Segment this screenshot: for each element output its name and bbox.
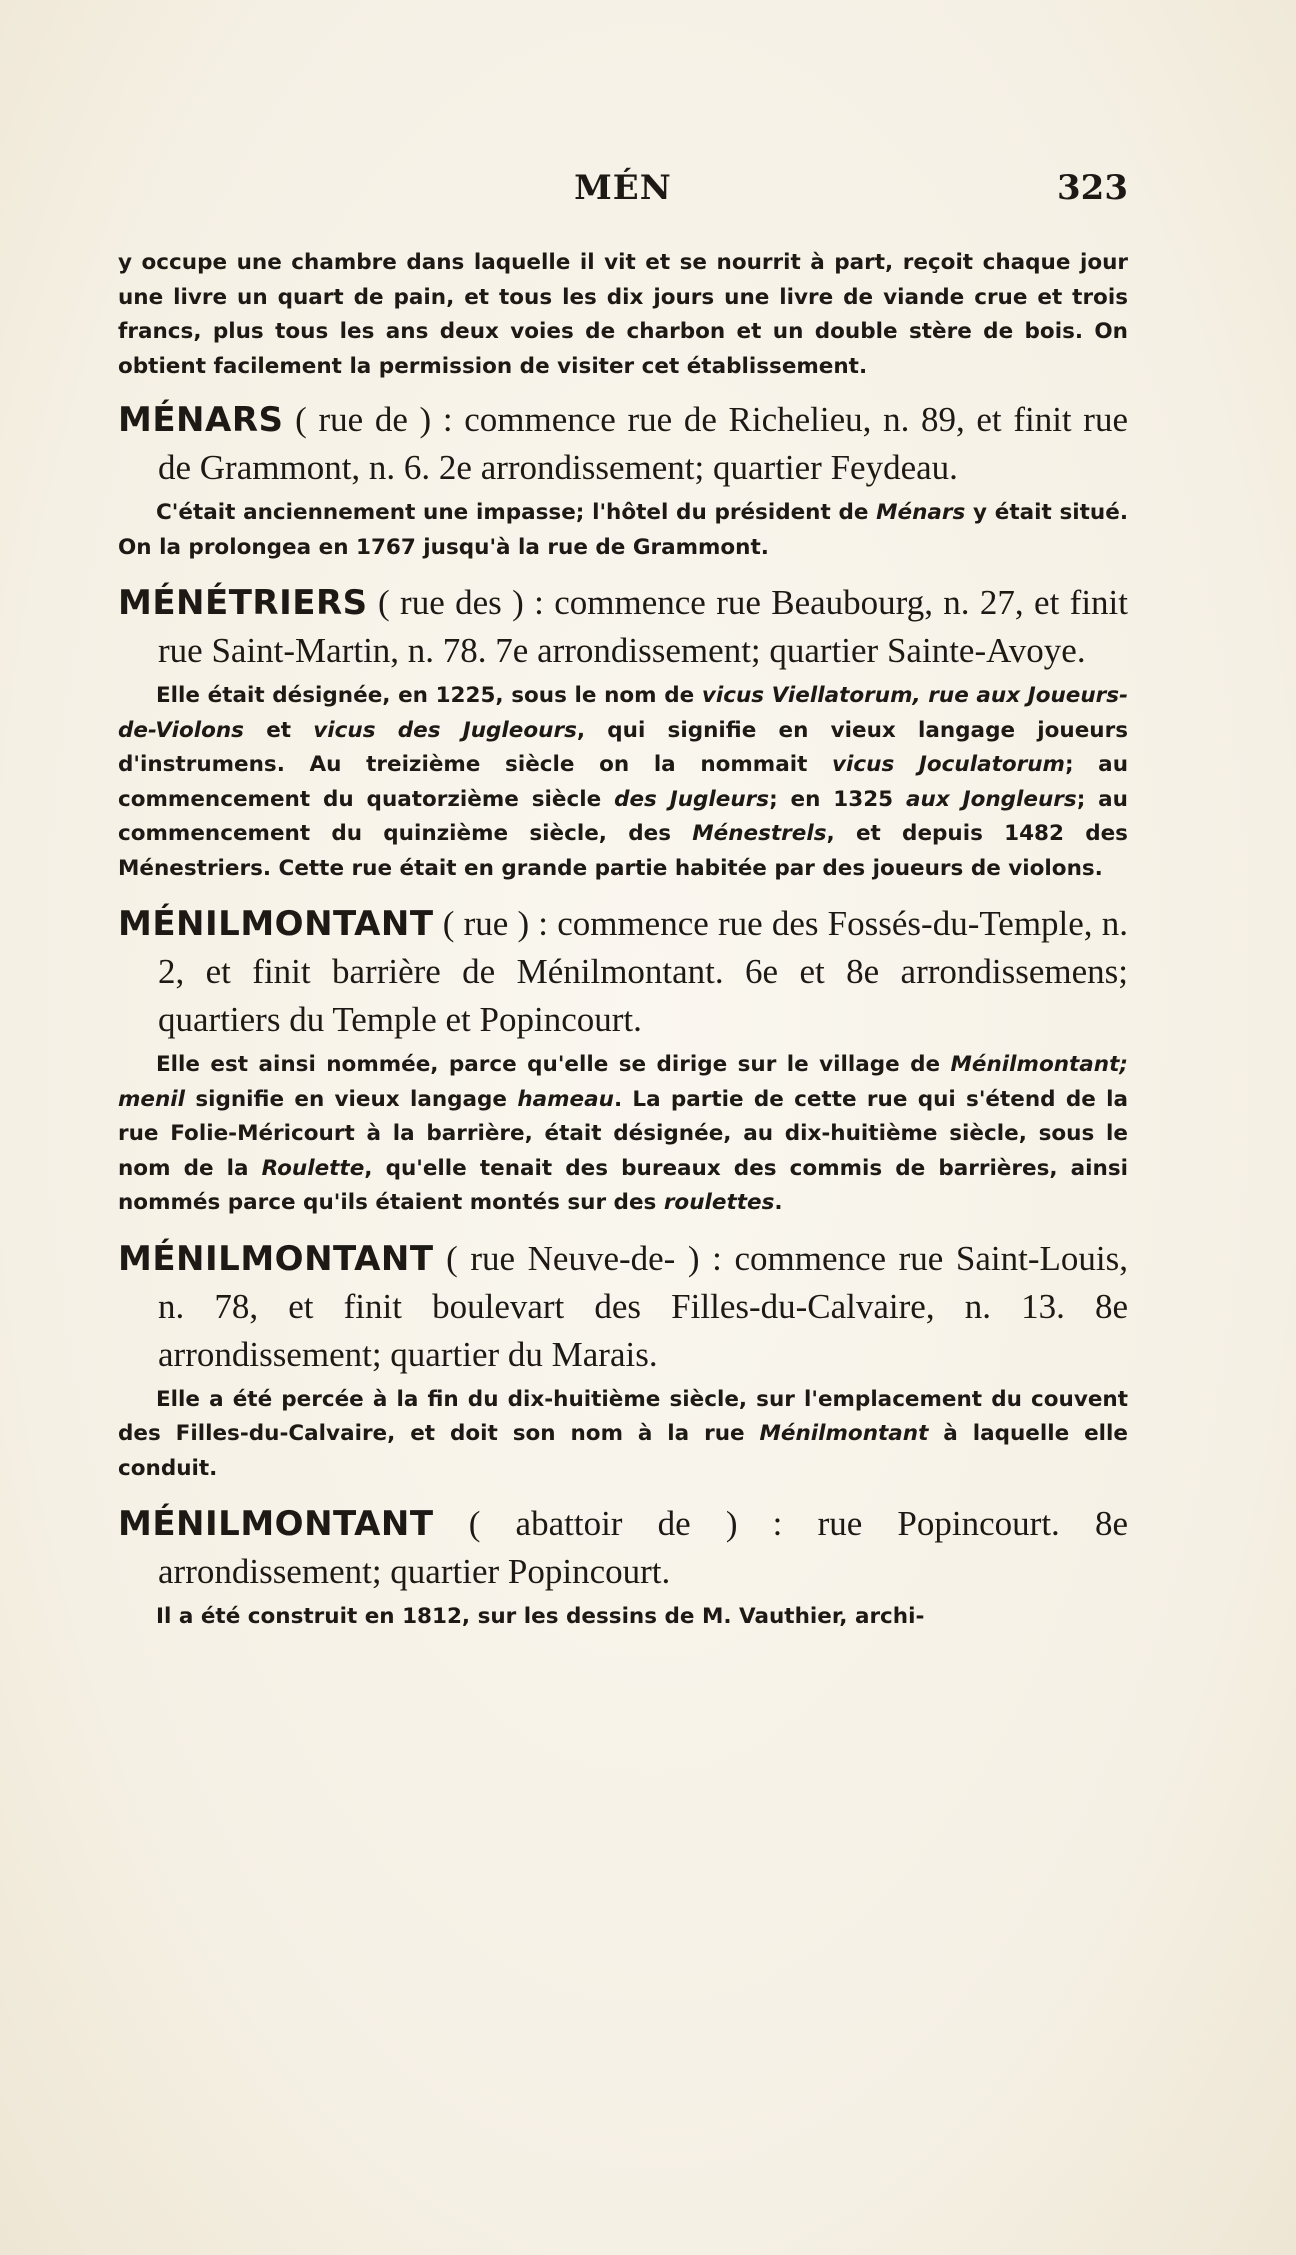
entry-menilmontant-rue: [118, 900, 1128, 1221]
entry-headword: MÉNILMONTANT: [118, 1238, 434, 1279]
entry-heading: [118, 900, 1128, 1044]
entry-note: [118, 496, 1128, 565]
entry-heading: [118, 1235, 1128, 1379]
note-text: C'était anciennement une impasse; l'hôtel du président de: [156, 500, 877, 525]
entry-description: ( rue Neuve-de- ) : commence rue Saint-Louis, n. 78, et finit boulevart des Filles-du-Calvaire, n. 13. 8e arrondissement; quartier du Marais.: [158, 1238, 1128, 1374]
note-text: ; au commencement du quatorzième siècle: [118, 752, 1129, 812]
note-italic: hameau: [517, 1086, 614, 1112]
entry-menilmontant-abattoir: [118, 1500, 1128, 1635]
entry-menetriers: [118, 579, 1128, 886]
note-text: signifie en vieux langage: [185, 1086, 518, 1112]
note-text: et: [243, 717, 314, 743]
page-content: [118, 246, 1128, 1649]
entry-heading: [118, 396, 1128, 492]
note-italic: aux Jongleurs: [906, 786, 1077, 812]
continued-note: y occupe une chambre dans laquelle il vit et se nourrit à part, reçoit chaque jour une livre un quart de pain, et tous les dix jours une livre de viande crue et trois francs, plus tous les ans deux voies de charbon et un double stère de bois. On obtient facilement la permission de visiter cet établissement.: [118, 250, 1128, 379]
entry-heading: [118, 579, 1128, 675]
note-italic: Ménilmontant; menil: [118, 1052, 1128, 1112]
entry-headword: MÉNÉTRIERS: [118, 583, 368, 623]
note-text: à laquelle elle conduit.: [118, 1421, 1128, 1481]
note-italic: vicus Viellatorum, rue aux Joueurs-de-Violons: [118, 683, 1129, 743]
note-italic: Ménilmontant: [759, 1421, 929, 1446]
entry-headword: MÉNILMONTANT: [118, 1504, 434, 1544]
note-italic: vicus Joculatorum: [832, 752, 1065, 777]
entry-description: ( rue des ) : commence rue Beaubourg, n. 27, et finit rue Saint-Martin, n. 78. 7e arrondissement; quartier Sainte-Avoye.: [158, 583, 1128, 670]
note-italic: Ménars: [876, 500, 966, 525]
entry-headword: MÉNILMONTANT: [118, 904, 434, 944]
page-number: 323: [1057, 168, 1128, 208]
note-italic: roulettes: [663, 1190, 775, 1215]
entry-menars: [118, 396, 1128, 565]
entry-menilmontant-neuve: [118, 1235, 1128, 1487]
entry-note: [118, 1048, 1128, 1221]
note-italic: Roulette: [261, 1155, 365, 1181]
note-text: . La partie de cette rue qui s'étend de la rue Folie-Méricourt à la barrière, était désignée, au dix-huitième siècle, sous le nom de la: [118, 1086, 1128, 1181]
note-text: .: [774, 1190, 783, 1215]
note-text: y était situé. On la prolongea en 1767 jusqu'à la rue de Grammont.: [118, 500, 1128, 560]
note-text: , qu'elle tenait des bureaux des commis de barrières, ainsi nommés parce qu'ils étaient montés sur des: [118, 1155, 1128, 1215]
running-title: MÉN: [574, 168, 672, 208]
note-text: ; au commencement du quinzième siècle, des: [118, 786, 1128, 846]
entry-heading: [118, 1500, 1128, 1596]
note-italic: vicus des Jugleours: [313, 717, 577, 743]
note-text: , qui signifie en vieux langage joueurs d'instrumens. Au treizième siècle on la nommait: [118, 717, 1128, 777]
entry-description: ( rue de ) : commence rue de Richelieu, n. 89, et finit rue de Grammont, n. 6. 2e arrondissement; quartier Feydeau.: [158, 400, 1128, 487]
note-text: Elle est ainsi nommée, parce qu'elle se dirige sur le village de: [156, 1052, 951, 1077]
entry-headword: MÉNARS: [118, 400, 284, 440]
note-text: , et depuis 1482 des Ménestriers. Cette rue était en grande partie habitée par des joueurs de violons.: [118, 821, 1128, 881]
entry-note: [118, 679, 1128, 886]
note-italic: des Jugleurs: [614, 786, 770, 812]
page-header: [118, 168, 1128, 218]
note-text: Elle a été percée à la fin du dix-huitième siècle, sur l'emplacement du couvent des Filles-du-Calvaire, et doit son nom à la rue: [118, 1386, 1128, 1446]
entry-description: ( abattoir de ) : rue Popincourt. 8e arrondissement; quartier Popincourt.: [158, 1504, 1128, 1591]
note-italic: Ménestrels: [692, 821, 827, 846]
note-text: Elle était désignée, en 1225, sous le nom de: [156, 683, 702, 708]
entry-note: [118, 1383, 1128, 1487]
entry-note: [118, 1600, 1128, 1635]
note-text: Il a été construit en 1812, sur les dessins de M. Vauthier, archi-: [156, 1604, 925, 1629]
note-text: ; en 1325: [769, 786, 907, 812]
entry-description: ( rue ) : commence rue des Fossés-du-Temple, n. 2, et finit barrière de Ménilmontant. 6e et 8e arrondissemens; quartiers du Temple et Popincourt.: [158, 904, 1128, 1039]
